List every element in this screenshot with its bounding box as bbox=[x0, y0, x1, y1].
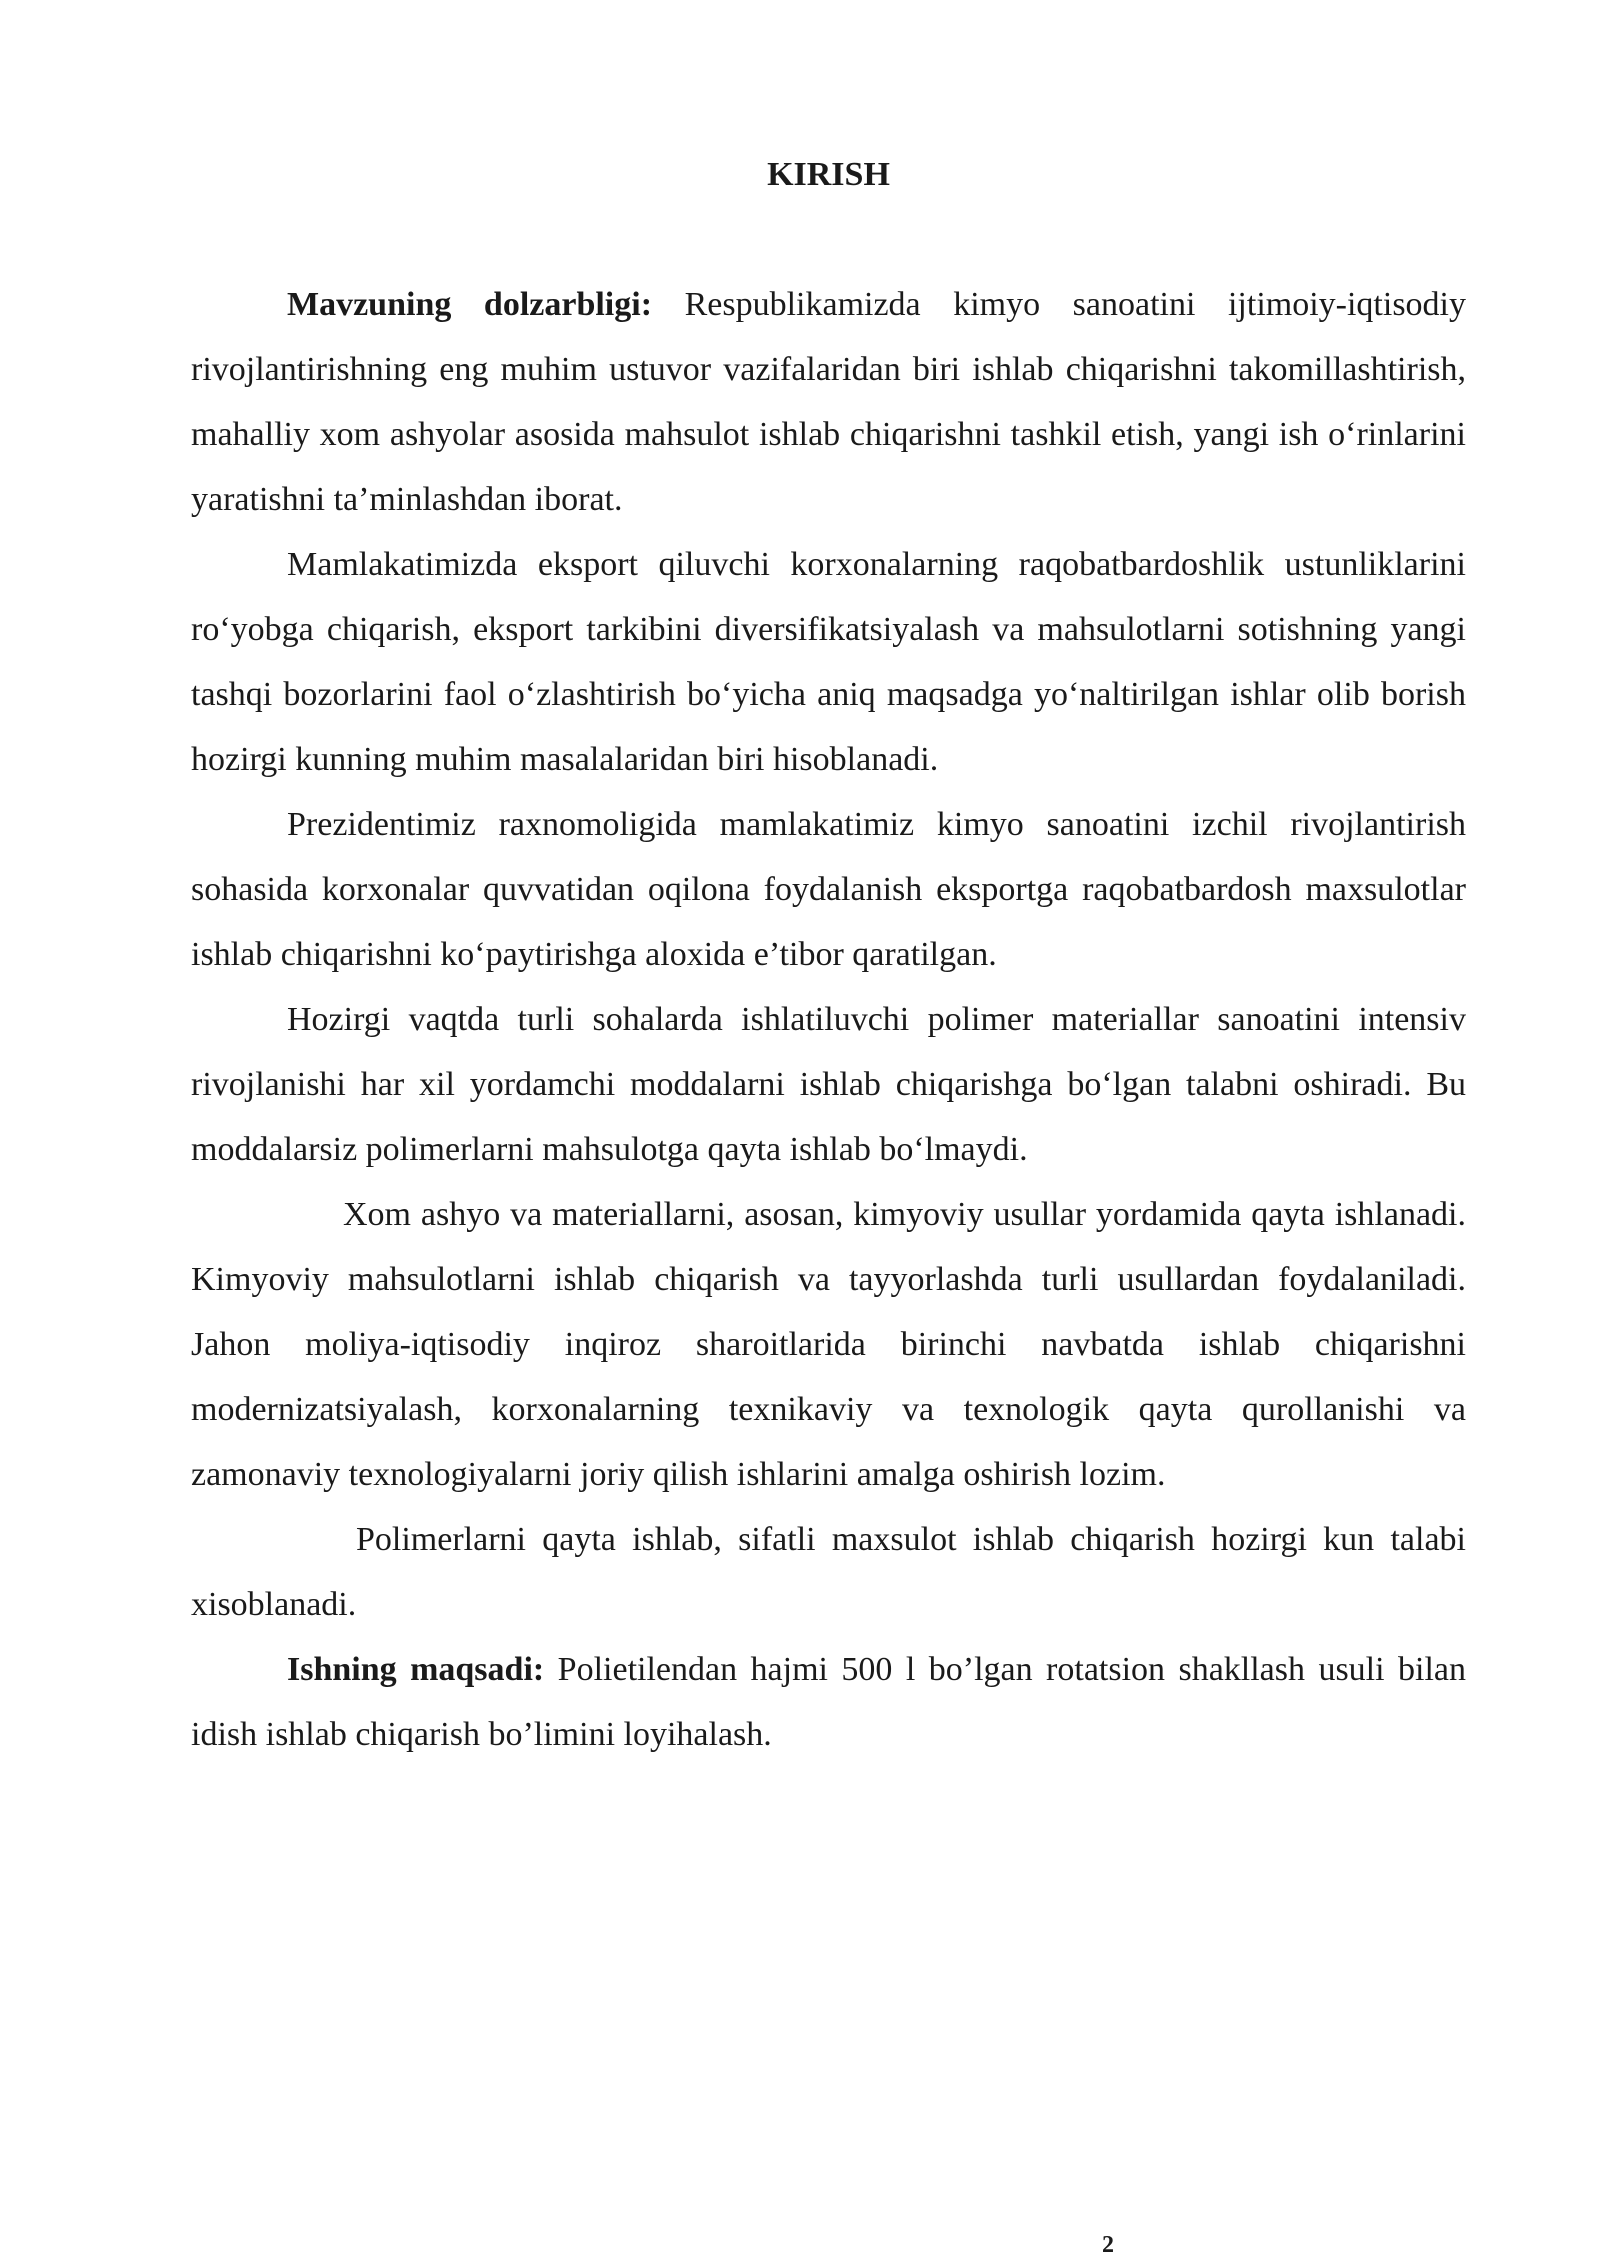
paragraph-president bbox=[191, 792, 1466, 987]
paragraph-text: Respublikamizda kimyo sanoatini ijtimoiy-iqtisodiy rivojlantirishning eng muhim ustuvor vazifalaridan biri ishlab chiqarishni takomillashtirish, mahalliy xom ashyolar asosida mahsulot ishlab chiqarishni tashkil etish, yangi ish o‘rinlarini yaratishni ta’minlashdan iborat. bbox=[191, 286, 1466, 518]
paragraph-relevance bbox=[191, 272, 1466, 532]
page-title: KIRISH bbox=[767, 156, 890, 193]
paragraph-goal bbox=[191, 1637, 1466, 1767]
paragraph-text: Polietilendan hajmi 500 l bo’lgan rotatsion shakllash usuli bilan idish ishlab chiqarish bo’limini loyihalash. bbox=[191, 1651, 1467, 1753]
paragraph-recycling bbox=[191, 1507, 1466, 1637]
page-content bbox=[191, 150, 1466, 1767]
paragraph-text: Xom ashyo va materiallarni, asosan, kimyoviy usullar yordamida qayta ishlanadi. Kimyoviy mahsulotlarni ishlab chiqarish va tayyorlashda turli usullardan foydalaniladi. Jahon moliya-iqtisodiy inqiroz sharoitlarida birinchi navbatda ishlab chiqarishni modernizatsiyalash, korxonalarning texnikaviy va texnologik qayta qurollanishi va zamonaviy texnologiyalarni joriy qilish ishlarini amalga oshirish lozim. bbox=[191, 1196, 1466, 1493]
paragraph-export bbox=[191, 532, 1466, 792]
paragraph-text: Mamlakatimizda eksport qiluvchi korxonalarning raqobatbardoshlik ustunliklarini ro‘yobga chiqarish, eksport tarkibini diversifikatsiyalash va mahsulotlarni sotishning yangi tashqi bozorlarini faol o‘zlashtirish bo‘yicha aniq maqsadga yo‘naltirilgan ishlar olib borish hozirgi kunning muhim masalalaridan biri hisoblanadi. bbox=[191, 546, 1466, 778]
page-number: 2 bbox=[1102, 2232, 1114, 2258]
paragraph-polymers bbox=[191, 987, 1466, 1182]
paragraph-lead: Ishning maqsadi: bbox=[287, 1651, 545, 1688]
paragraph-text: Prezidentimiz raxnomoligida mamlakatimiz kimyo sanoatini izchil rivojlantirish sohasida korxonalar quvvatidan oqilona foydalanish eksportga raqobatbardosh maxsulotlar ishlab chiqarishni ko‘paytirishga aloxida e’tibor qaratilgan. bbox=[191, 806, 1466, 973]
paragraph-lead: Mavzuning dolzarbligi: bbox=[287, 286, 653, 323]
paragraph-text: Hozirgi vaqtda turli sohalarda ishlatiluvchi polimer materiallar sanoatini intensiv rivojlanishi har xil yordamchi moddalarni ishlab chiqarishga bo‘lgan talabni oshiradi. Bu moddalarsiz polimerlarni mahsulotga qayta ishlab bo‘lmaydi. bbox=[191, 1001, 1466, 1168]
paragraph-text: Polimerlarni qayta ishlab, sifatli maxsulot ishlab chiqarish hozirgi kun talabi xisoblanadi. bbox=[191, 1521, 1466, 1623]
paragraph-raw-materials bbox=[191, 1182, 1466, 1507]
